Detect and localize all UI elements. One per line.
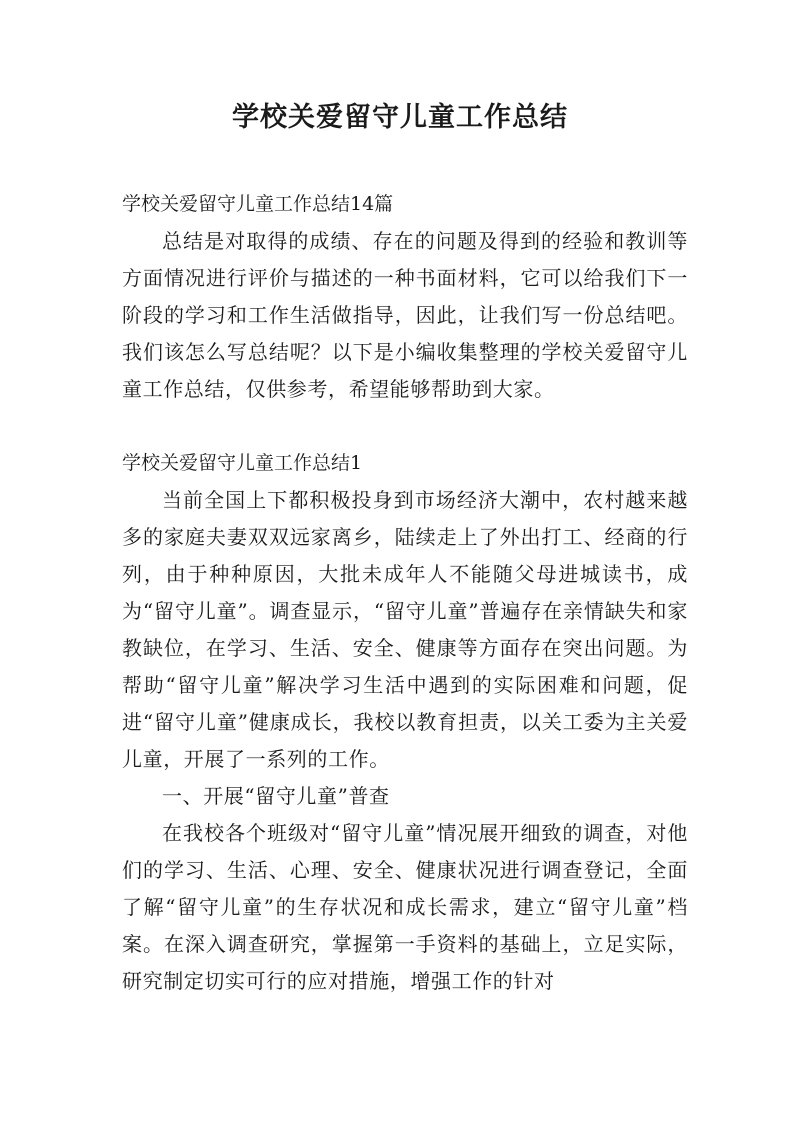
- intro-heading: 学校关爱留守儿童工作总结14篇: [122, 193, 394, 215]
- subsection1-paragraph: 在我校各个班级对“留守儿童”情况展开细致的调查，对他们的学习、生活、心理、安全、健康状况进行调查登记，全面了解“留守儿童”的生存状况和成长需求，建立“留守儿童”档案。在深入调查研究，掌握第一手资料的基础上，立足实际，研究制定切实可行的应对措施，增强工作的针对: [122, 821, 688, 993]
- subsection1-heading: 一、开展“留守儿童”普查: [162, 784, 390, 808]
- document-body: [122, 186, 688, 1000]
- section-spacer: [122, 408, 688, 445]
- intro-paragraph: 总结是对取得的成绩、存在的问题及得到的经验和教训等方面情况进行评价与描述的一种书面材料，它可以给我们下一阶段的学习和工作生活做指导，因此，让我们写一份总结吧。我们该怎么写总结呢？以下是小编收集整理的学校关爱留守儿童工作总结，仅供参考，希望能够帮助到大家。: [122, 229, 688, 401]
- document-title: 学校关爱留守儿童工作总结: [232, 102, 568, 133]
- section1-paragraph: 当前全国上下都积极投身到市场经济大潮中，农村越来越多的家庭夫妻双双远家离乡，陆续走上了外出打工、经商的行列，由于种种原因，大批未成年人不能随父母进城读书，成为“留守儿童”。调查显示，“留守儿童”普遍存在亲情缺失和家教缺位，在学习、生活、安全、健康等方面存在突出问题。为帮助“留守儿童”解决学习生活中遇到的实际困难和问题，促进“留守儿童”健康成长，我校以教育担责，以关工委为主关爱儿童，开展了一系列的工作。: [122, 488, 688, 771]
- section1-heading: 学校关爱留守儿童工作总结1: [122, 452, 363, 474]
